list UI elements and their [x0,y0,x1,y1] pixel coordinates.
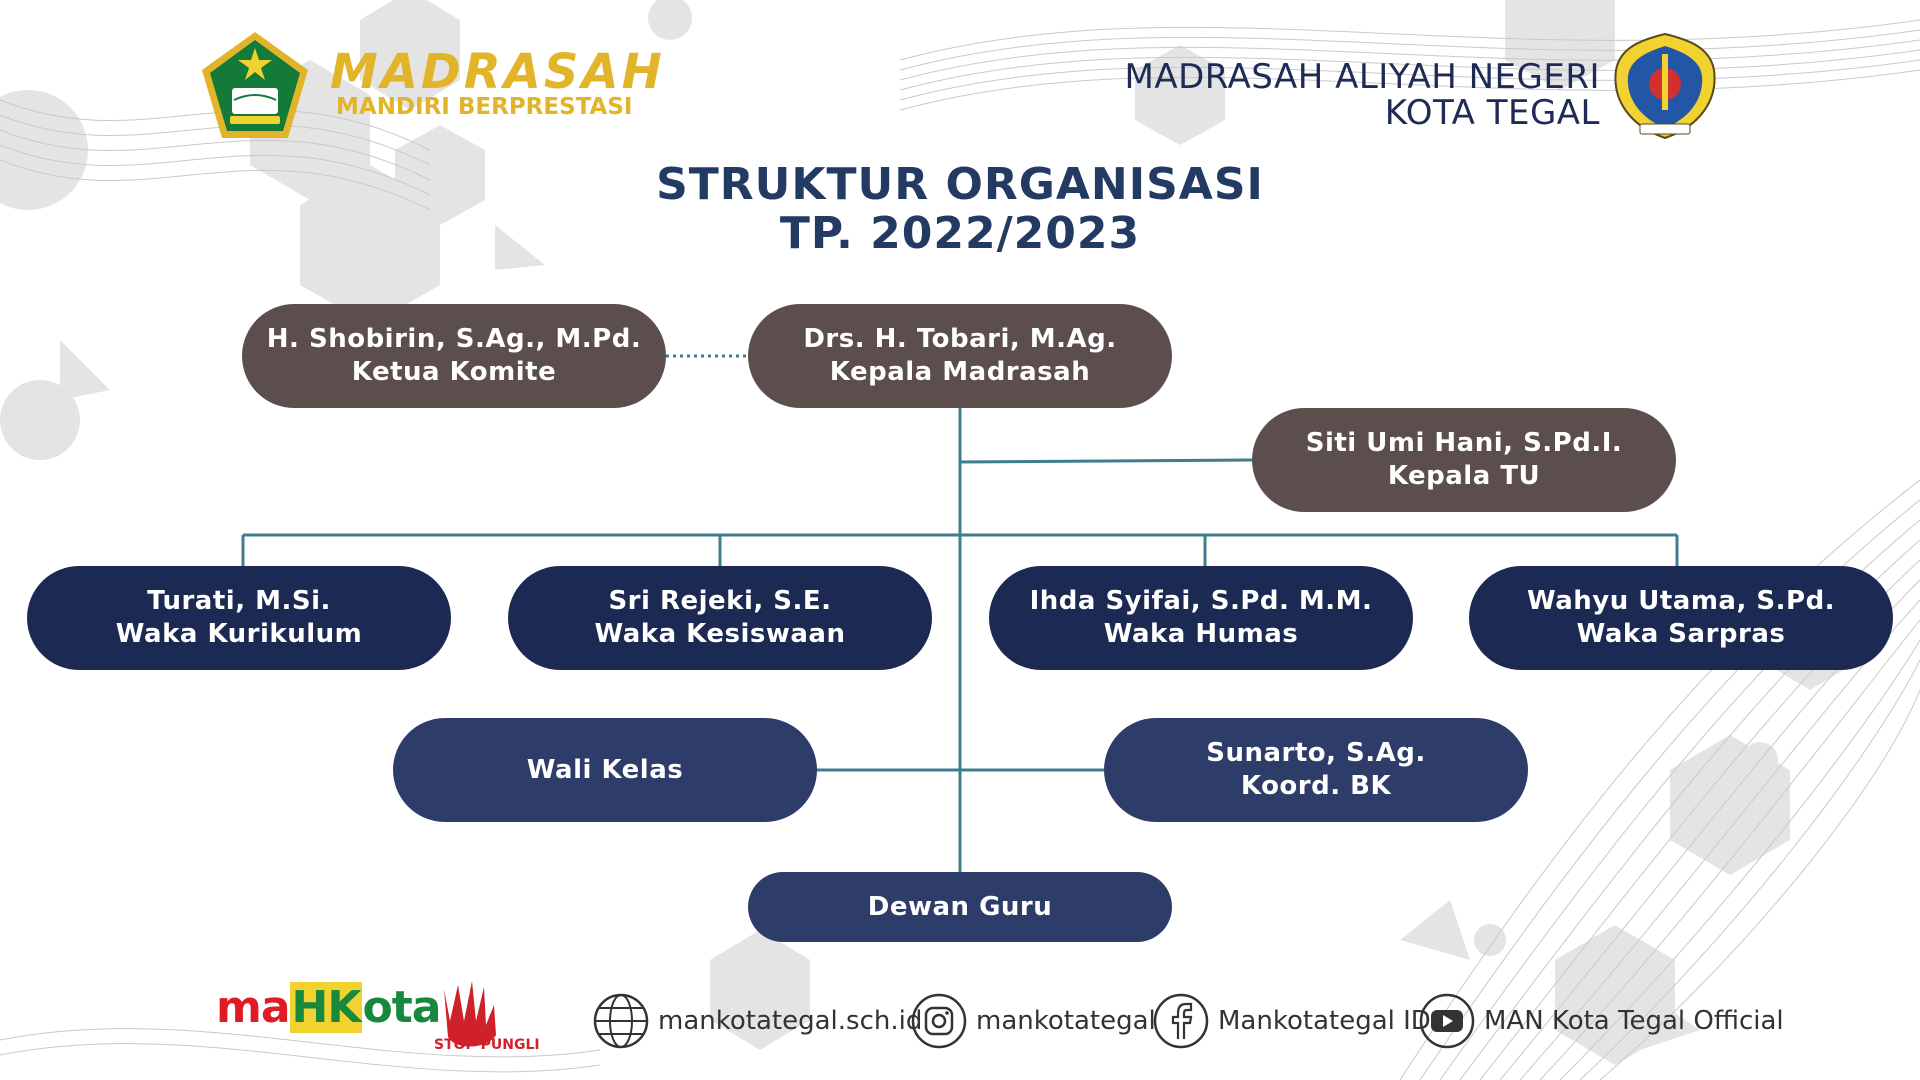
kepala-madrasah-name: Drs. H. Tobari, M.Ag. [803,324,1117,354]
stop-pungli-logo-icon [424,975,564,1055]
box-ketua-komite [242,304,666,408]
waka-sarpras-name: Wahyu Utama, S.Pd. [1526,586,1836,616]
globe-icon [592,992,650,1050]
brand-subtitle: MANDIRI BERPRESTASI [336,94,633,120]
facebook-text: Mankotategal ID [1218,1006,1431,1036]
svg-text:STOP PUNGLI: STOP PUNGLI [434,1037,540,1053]
footer-youtube[interactable] [1418,985,1784,1057]
waka-sarpras-role: Waka Sarpras [1576,619,1786,649]
instagram-text: mankotategal [976,1006,1156,1036]
youtube-icon [1418,992,1476,1050]
facebook-icon [1152,992,1210,1050]
ketua-komite-role: Ketua Komite [351,357,557,387]
box-waka-kurikulum [27,566,451,670]
box-waka-kesiswaan [508,566,932,670]
chart-title-line-1: STRUKTUR ORGANISASI [656,159,1264,210]
connector-tu [960,460,1252,462]
box-koord-bk [1104,718,1528,822]
dewan-guru-label: Dewan Guru [867,891,1053,922]
box-kepala-madrasah [748,304,1172,408]
youtube-text: MAN Kota Tegal Official [1484,1006,1784,1036]
footer-instagram[interactable] [910,985,1156,1057]
koord-bk-role: Koord. BK [1240,771,1392,801]
box-waka-humas [989,566,1413,670]
instagram-icon [910,992,968,1050]
waka-kurikulum-role: Waka Kurikulum [115,619,363,649]
box-dewan-guru [748,872,1172,942]
brand-title: MADRASAH [330,44,665,100]
footer-website[interactable] [592,985,922,1057]
waka-kurikulum-name: Turati, M.Si. [147,586,331,616]
school-name-line-1: MADRASAH ALIYAH NEGERI [1124,57,1600,97]
kepala-tu-role: Kepala TU [1387,461,1541,491]
waka-humas-name: Ihda Syifai, S.Pd. M.M. [1029,586,1373,616]
waka-kesiswaan-role: Waka Kesiswaan [594,619,846,649]
mahkota-logo: maHKota [216,982,441,1033]
box-wali-kelas [393,718,817,822]
ketua-komite-name: H. Shobirin, S.Ag., M.Pd. [266,324,642,354]
waka-humas-role: Waka Humas [1103,619,1299,649]
school-name-line-2: KOTA TEGAL [1384,93,1600,133]
kepala-tu-name: Siti Umi Hani, S.Pd.I. [1305,428,1623,458]
box-kepala-tu [1252,408,1676,512]
kepala-madrasah-role: Kepala Madrasah [829,357,1091,387]
chart-title-line-2: TP. 2022/2023 [779,208,1141,259]
footer-facebook[interactable] [1152,985,1431,1057]
waka-kesiswaan-name: Sri Rejeki, S.E. [608,586,832,616]
koord-bk-name: Sunarto, S.Ag. [1206,738,1426,768]
box-waka-sarpras [1469,566,1893,670]
website-text: mankotategal.sch.id [658,1006,923,1036]
wali-kelas-label: Wali Kelas [526,754,684,785]
